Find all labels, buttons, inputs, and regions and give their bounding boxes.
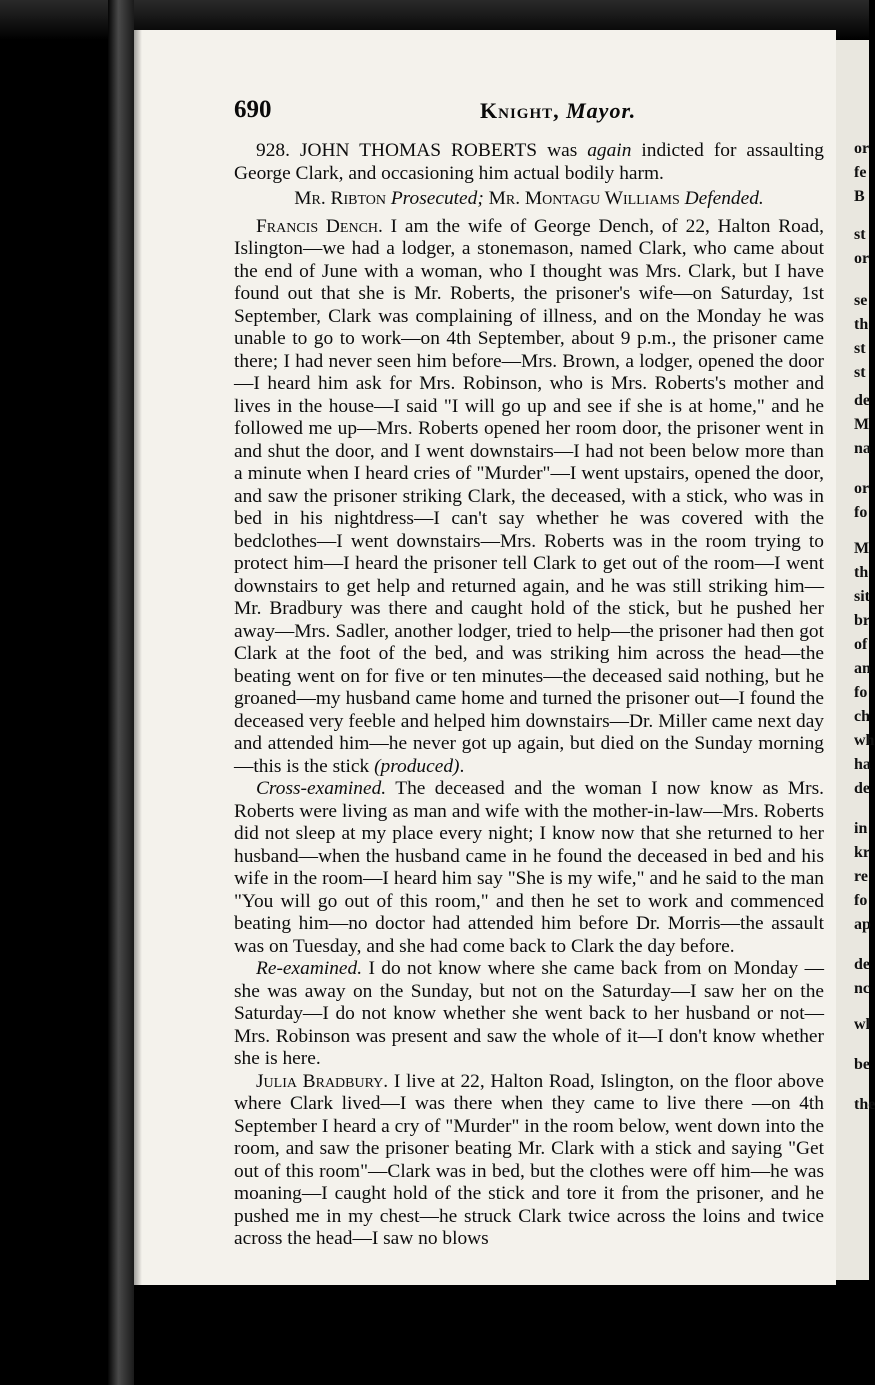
margin-fragment: nc <box>854 980 870 997</box>
margin-fragment: M <box>854 416 870 433</box>
facing-page-edge <box>836 40 875 1280</box>
margin-fragment: st <box>854 226 866 243</box>
exhibit-note: (produced) <box>374 755 460 777</box>
sentence-end: . <box>459 755 465 777</box>
running-title <box>480 98 636 124</box>
margin-fragment: br <box>854 612 870 629</box>
witness-testimony: I live at 22, Halton Road, Islington, on the floor above where Clark lived—I was there when they came to live there —on 4th September I heard a cry of "Murder" in the room below, went down into the room, and saw the prisoner beating Mr. Clark with a stick and saying "Get out of this room"—Clark was in bed, but the clothes were off him—he was moaning—I caught hold of the stick and tore it from the prisoner, and he pushed me in my chest—he struck Clark twice across the loins and twice across the head—I saw no blows <box>234 1070 824 1249</box>
witness-dench-reexamined <box>234 958 824 1071</box>
prosecution-counsel: Mr. Ribton <box>294 188 386 209</box>
indictment-verb: was <box>547 140 578 161</box>
margin-fragment: be <box>854 1056 870 1073</box>
margin-fragment: or <box>854 140 870 157</box>
margin-fragment: fo <box>854 684 868 701</box>
margin-fragment: de <box>854 780 870 797</box>
witness-dench-cross <box>234 778 824 958</box>
body-text <box>234 140 824 1251</box>
margin-fragment: re <box>854 868 868 885</box>
margin-fragment: sit <box>854 588 870 605</box>
margin-fragment: fe <box>854 164 867 181</box>
margin-fragment: na <box>854 440 871 457</box>
margin-fragment: ap <box>854 916 871 933</box>
margin-fragment: wl <box>854 1016 870 1033</box>
book-page <box>134 30 836 1285</box>
re-testimony: I do not know where she came back from on Monday —she was away on the Sunday, but not on the Saturday—I saw her on the Saturday—I do not know whether she went back to her husband or not—Mrs. Robinson was present and saw the whole of it—I don't know whether she is here. <box>234 958 824 1069</box>
prosecution-role: Prosecuted; <box>390 188 484 209</box>
case-number: 928. <box>256 140 290 161</box>
cross-testimony: The deceased and the woman I now know as Mrs. Roberts were living as man and wife with the mother-in-law—Mrs. Roberts did not sleep at my place every night; I know now that she returned to her husband—when the husband came in he found the deceased in bed and his wife in the room—I heard him say "She is my wife," and he said to the man "You will go out of this room," and then he set to work and commenced beating him—no doctor had attended him before Dr. Morris—the assault was on Tuesday, and she had come back to Clark the day before. <box>234 778 824 957</box>
witness-name: Francis Dench. <box>256 215 383 237</box>
margin-fragment: st <box>854 340 866 357</box>
counsel-line <box>234 188 824 211</box>
margin-fragment: th <box>854 564 869 581</box>
re-examined-label: Re-examined. <box>256 958 363 979</box>
book-spine <box>108 0 134 1385</box>
margin-fragment: or <box>854 250 870 267</box>
margin-fragment: in <box>854 820 868 837</box>
margin-fragment: th <box>854 316 869 333</box>
margin-fragment: fo <box>854 892 868 909</box>
margin-fragment: de <box>854 392 870 409</box>
margin-fragment: wh <box>854 732 875 749</box>
margin-fragment: of <box>854 636 868 653</box>
indictment-again: again <box>587 140 632 161</box>
cross-examined-label: Cross-examined. <box>256 778 387 799</box>
margin-fragment: st <box>854 364 866 381</box>
witness-dench-examination <box>234 216 824 779</box>
indictment-text: indicted for assaulting George Clark, and occasioning him actual bodily harm. <box>234 140 824 184</box>
indictment-paragraph <box>234 140 824 185</box>
running-head <box>234 96 794 126</box>
margin-fragment: ha <box>854 756 871 773</box>
title-name: Knight, <box>480 98 560 123</box>
margin-fragment: de <box>854 956 870 973</box>
page-number: 690 <box>234 96 272 123</box>
prisoner-name: JOHN THOMAS ROBERTS <box>299 140 538 161</box>
title-role: Mayor. <box>566 98 637 123</box>
margin-fragment: an <box>854 660 871 677</box>
margin-fragment: ch <box>854 708 870 725</box>
margin-fragment: B <box>854 188 865 205</box>
defence-counsel: Mr. Montagu Williams <box>488 188 680 209</box>
margin-fragment: se <box>854 292 868 309</box>
margin-fragment: or <box>854 480 870 497</box>
defence-role: Defended. <box>684 188 764 209</box>
witness-testimony: I am the wife of George Dench, of 22, Halton Road, Islington—we had a lodger, a stonemason, named Clark, who came about the end of June with a woman, who I thought was Mrs. Clark, but I have found out that she is Mr. Roberts, the prisoner's wife—on Saturday, 1st September, Clark was complaining of illness, and on the Monday he was unable to go to work—on 4th September, about 9 p.m., the prisoner came there; I had never seen him before—Mrs. Brown, a lodger, opened the door—I heard him ask for Mrs. Robinson, who is Mrs. Roberts's mother and lives in the house—I said "I will go up and see if she is at home," and he followed me up—Mrs. Roberts opened her room door, the prisoner went in and shut the door, and I went downstairs—I had not been below more than a minute when I heard cries of "Murder"—I went upstairs, opened the door, and saw the prisoner striking Clark, the deceased, with a stick, who was in bed in his nightdress—I can't say whether he was covered with the bedclothes—I went downstairs—Mrs. Roberts was in the room trying to protect him—I heard the prisoner tell Clark to get out of the room—I went downstairs to get help and returned again, and he was still striking him—Mr. Bradbury was there and caught hold of the stick, but he pushed her away—Mrs. Sadler, another lodger, tried to help—the prisoner had then got Clark at the foot of the bed, and was striking him across the head—the beating went on for five or ten minutes—the deceased said nothing, but he groaned—my husband came home and turned the prisoner out—I found the deceased very feeble and helped him downstairs—Dr. Miller came next day and attended him—he never got up again, but died on the Sunday morning—this is the stick <box>234 215 824 777</box>
witness-name: Julia Bradbury. <box>256 1070 389 1092</box>
margin-fragment: M <box>854 540 870 557</box>
witness-bradbury <box>234 1071 824 1251</box>
margin-fragment: kr <box>854 844 870 861</box>
margin-fragment: the <box>854 1096 875 1113</box>
margin-fragment: fo <box>854 504 868 521</box>
